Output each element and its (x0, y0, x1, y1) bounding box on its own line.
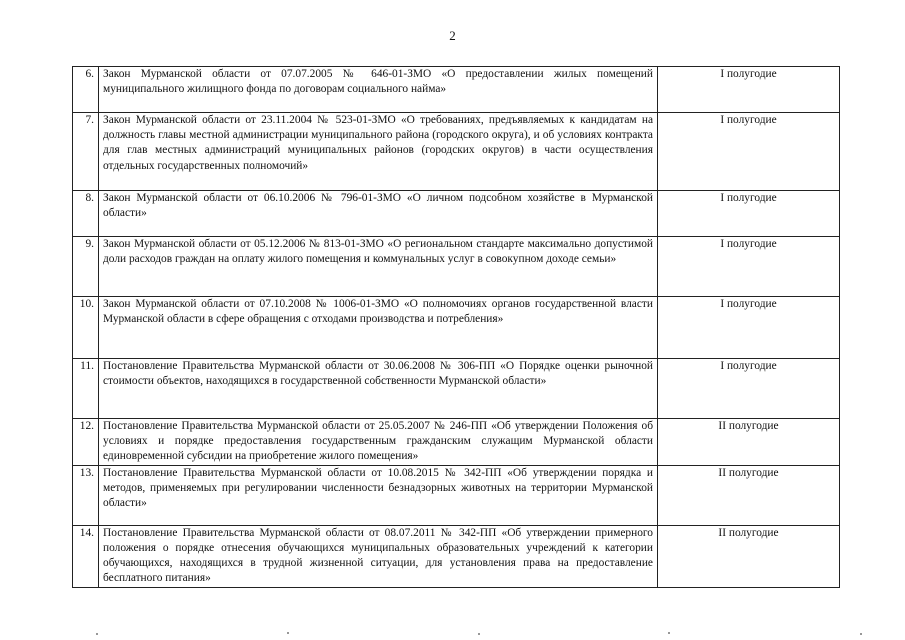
page-number: 2 (449, 28, 456, 43)
table-row (73, 67, 840, 113)
act-description: Закон Мурманской области от 07.07.2005 № 646-01-ЗМО «О предоставлении жилых помещений муниципального жилищного фонда по договорам социального найма» (99, 67, 658, 113)
row-number: 6. (73, 67, 99, 113)
execution-term: I полугодие (658, 297, 840, 359)
execution-term: I полугодие (658, 237, 840, 297)
act-description: Постановление Правительства Мурманской области от 25.05.2007 № 246-ПП «Об утверждении Положения об условиях и порядке предоставления государственным гражданским служащим Мурманской области единовременной субсидии на приобретение жилого помещения» (99, 419, 658, 466)
table-row (73, 419, 840, 466)
plan-table (72, 66, 840, 588)
row-number: 13. (73, 465, 99, 525)
table-row (73, 113, 840, 191)
scan-artifacts (0, 628, 905, 640)
act-description: Закон Мурманской области от 05.12.2006 № 813-01-ЗМО «О региональном стандарте максимально допустимой доли расходов граждан на оплату жилого помещения и коммунальных услуг в совокупном доходе семьи» (99, 237, 658, 297)
act-description: Постановление Правительства Мурманской области от 08.07.2011 № 342-ПП «Об утверждении примерного положения о порядке отнесения обучающихся муниципальных образовательных учреждений к категории обучающихся, находящихся в трудной жизненной ситуации, для установления права на предоставление бесплатного питания» (99, 525, 658, 587)
act-description: Закон Мурманской области от 06.10.2006 № 796-01-ЗМО «О личном подсобном хозяйстве в Мурманской области» (99, 191, 658, 237)
table-row (73, 359, 840, 419)
table-row (73, 297, 840, 359)
table-row (73, 237, 840, 297)
act-description: Закон Мурманской области от 23.11.2004 № 523-01-ЗМО «О требованиях, предъявляемых к кандидатам на должность главы местной администрации муниципального района (городского округа), и об условиях контракта для глав местных администраций муниципальных районов (городских округов) в части осуществления отдельных государственных полномочий» (99, 113, 658, 191)
act-description: Постановление Правительства Мурманской области от 30.06.2008 № 306-ПП «О Порядке оценки рыночной стоимости объектов, находящихся в государственной собственности Мурманской области» (99, 359, 658, 419)
row-number: 7. (73, 113, 99, 191)
table-row (73, 525, 840, 587)
row-number: 12. (73, 419, 99, 466)
scan-dot (96, 633, 98, 635)
scan-dot (668, 632, 670, 634)
execution-term: I полугодие (658, 191, 840, 237)
execution-term: I полугодие (658, 359, 840, 419)
execution-term: II полугодие (658, 525, 840, 587)
act-description: Постановление Правительства Мурманской области от 10.08.2015 № 342-ПП «Об утверждении порядка и методов, применяемых при регулировании численности безнадзорных животных на территории Мурманской области» (99, 465, 658, 525)
scan-dot (287, 632, 289, 634)
table-row (73, 191, 840, 237)
execution-term: II полугодие (658, 419, 840, 466)
row-number: 8. (73, 191, 99, 237)
execution-term: I полугодие (658, 67, 840, 113)
table-row (73, 465, 840, 525)
execution-term: I полугодие (658, 113, 840, 191)
row-number: 9. (73, 237, 99, 297)
row-number: 11. (73, 359, 99, 419)
row-number: 14. (73, 525, 99, 587)
act-description: Закон Мурманской области от 07.10.2008 № 1006-01-ЗМО «О полномочиях органов государственной власти Мурманской области в сфере обращения с отходами производства и потребления» (99, 297, 658, 359)
row-number: 10. (73, 297, 99, 359)
execution-term: II полугодие (658, 465, 840, 525)
scan-dot (860, 633, 862, 635)
scan-dot (478, 633, 480, 635)
